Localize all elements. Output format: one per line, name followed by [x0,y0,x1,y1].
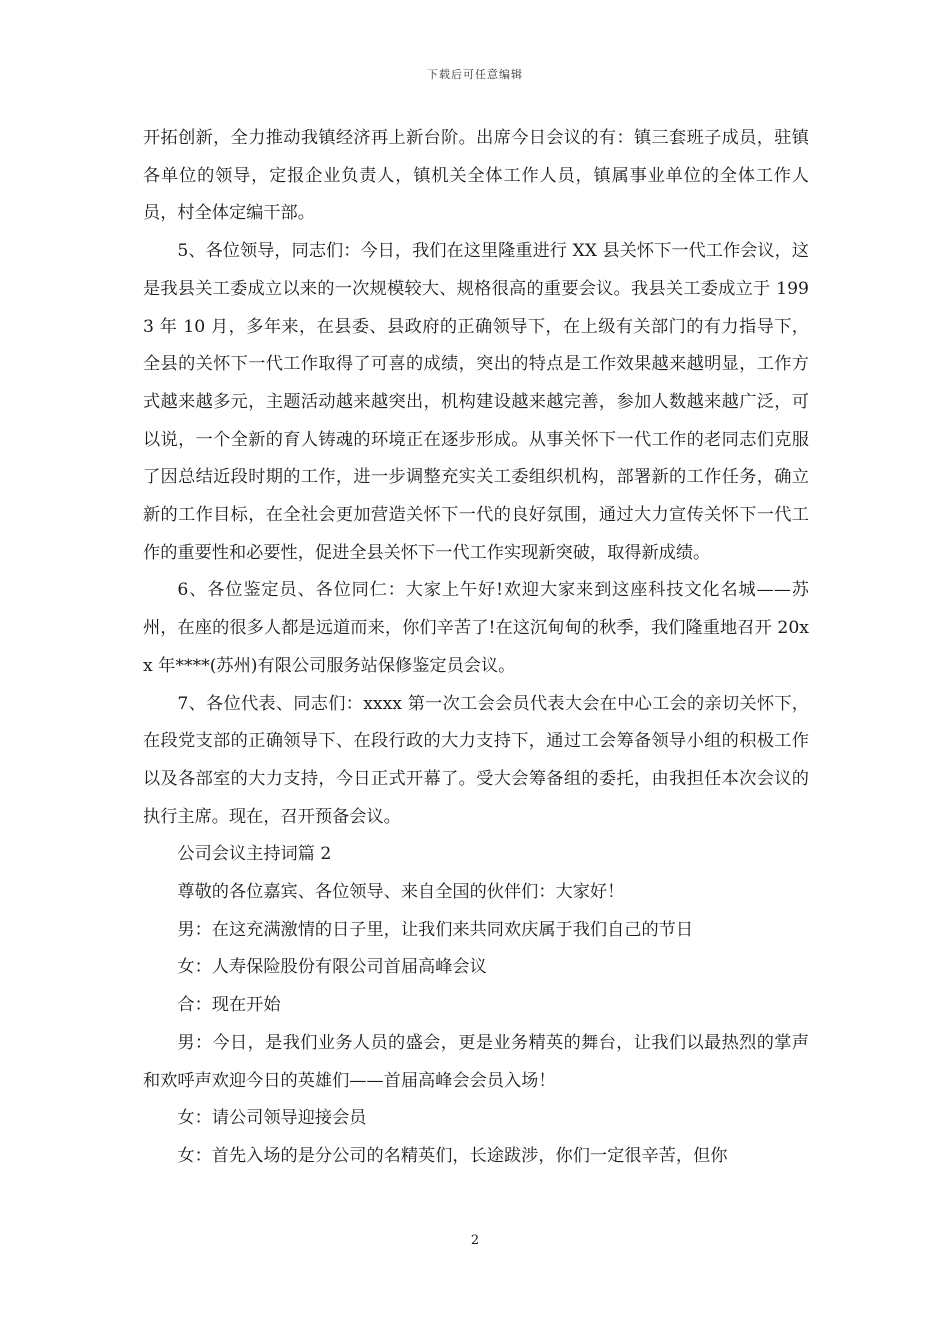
dialogue-line-female-3: 女：首先入场的是分公司的名精英们，长途跋涉，你们一定很辛苦，但你 [177,1145,728,1166]
page-header: 下载后可任意编辑 [427,68,523,81]
dialogue-line-together: 合：现在开始 [177,995,281,1016]
section-title: 公司会议主持词篇 2 [177,844,332,865]
greeting-line: 尊敬的各位嘉宾、各位领导、来自全国的伙伴们：大家好！ [177,882,625,903]
dialogue-line-male-1: 男：在这充满激情的日子里，让我们来共同欢庆属于我们自己的节日 [177,919,694,940]
paragraph-item-5: 5、各位领导，同志们：今日，我们在这里隆重进行 XX 县关怀下一代工作会议，这是我县关工委成立以来的一次规模较大、规格很高的重要会议。我县关工委成立于 1993 年 10 月，多年来，在县委、县政府的正确领导下，在上级有关部门的有力指导下，全县的关怀下一代工作取得了可喜的成绩，突出的特点是工作效果越来越明显，工作方式越来越多元，主题活动越来越突出，机构建设越来越完善，参加人数越来越广泛，可以说，一个全新的育人铸魂的环境正在逐步形成。从事关怀下一代工作的老同志们克服了因总结近段时期的工作，进一步调整充实关工委组织机构，部署新的工作任务，确立新的工作目标，在全社会更加营造关怀下一代的良好氛围，通过大力宣传关怀下一代工作的重要性和必要性，促进全县关怀下一代工作实现新突破，取得新成绩。 [143,241,809,563]
paragraph-item-7: 7、各位代表、同志们：xxxx 第一次工会会员代表大会在中心工会的亲切关怀下，在段党支部的正确领导下、在段行政的大力支持下，通过工会筹备领导小组的积极工作以及各部室的大力支持，今日正式开幕了。受大会筹备组的委托，由我担任本次会议的执行主席。现在，召开预备会议。 [143,693,809,827]
dialogue-line-female-1: 女：人寿保险股份有限公司首届高峰会议 [177,957,487,978]
dialogue-line-female-2: 女：请公司领导迎接会员 [177,1108,367,1129]
paragraph-1: 开拓创新，全力推动我镇经济再上新台阶。出席今日会议的有：镇三套班子成员，驻镇各单位的领导，定报企业负责人，镇机关全体工作人员，镇属事业单位的全体工作人员，村全体定编干部。 [143,128,809,224]
dialogue-line-male-2: 男：今日，是我们业务人员的盛会，更是业务精英的舞台，让我们以最热烈的掌声和欢呼声欢迎今日的英雄们——首届高峰会会员入场！ [143,1032,809,1091]
page-number: 2 [470,1233,480,1248]
paragraph-item-6: 6、各位鉴定员、各位同仁：大家上午好!欢迎大家来到这座科技文化名城——苏州，在座的很多人都是远道而来，你们辛苦了!在这沉甸甸的秋季，我们隆重地召开 20xx 年****(苏州)有限公司服务站保修鉴定员会议。 [143,580,809,676]
document-body [143,120,809,1176]
